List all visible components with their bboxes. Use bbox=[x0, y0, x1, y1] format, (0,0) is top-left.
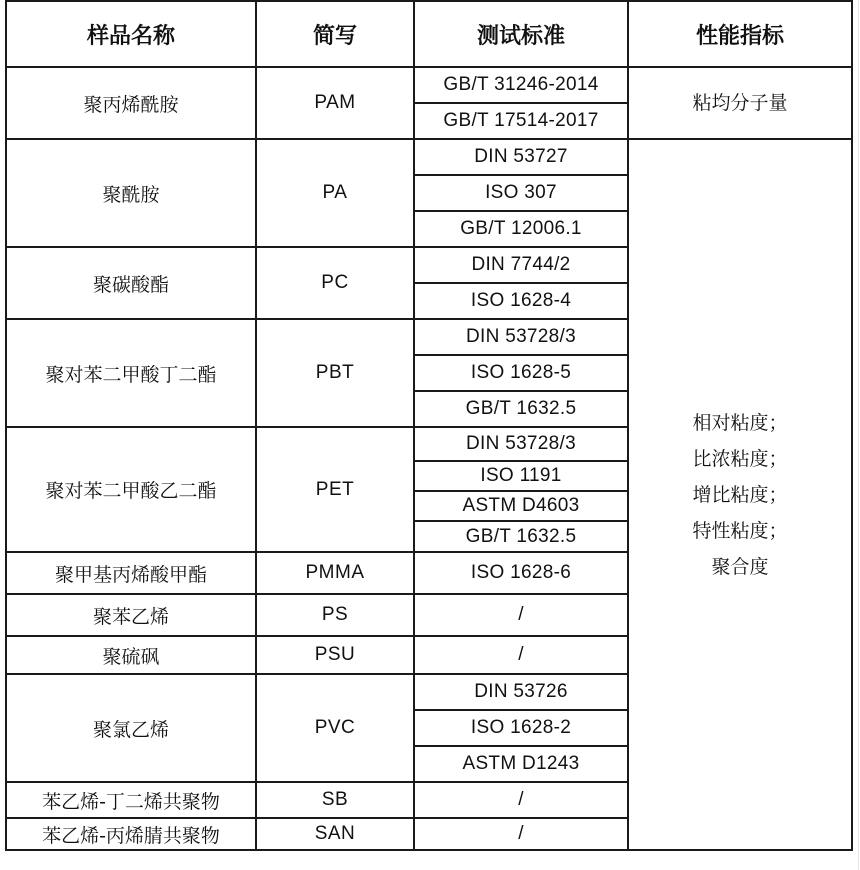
abbreviation-cell: PMMA bbox=[256, 552, 414, 594]
standard-cell: ISO 1628-2 bbox=[414, 710, 628, 746]
performance-line: 特性粘度； bbox=[692, 519, 788, 542]
standard-cell: ISO 1628-6 bbox=[414, 552, 628, 594]
polymer-viscosity-table bbox=[5, 0, 853, 851]
standard-cell: ISO 1628-4 bbox=[414, 283, 628, 319]
sample-name-cell: 聚氯乙烯 bbox=[6, 674, 256, 782]
header-performance-index: 性能指标 bbox=[628, 1, 852, 67]
standard-cell: ISO 1628-5 bbox=[414, 355, 628, 391]
standard-cell: ISO 1191 bbox=[414, 461, 628, 491]
abbreviation-cell: PET bbox=[256, 427, 414, 552]
performance-cell: 粘均分子量 bbox=[628, 67, 852, 139]
performance-line: 比浓粘度； bbox=[692, 447, 788, 470]
abbreviation-cell: PVC bbox=[256, 674, 414, 782]
abbreviation-cell: PS bbox=[256, 594, 414, 636]
sample-name-cell: 聚碳酸酯 bbox=[6, 247, 256, 319]
standard-cell: ISO 307 bbox=[414, 175, 628, 211]
standard-cell: GB/T 1632.5 bbox=[414, 521, 628, 552]
standard-cell: GB/T 17514-2017 bbox=[414, 103, 628, 139]
sample-name-cell: 聚苯乙烯 bbox=[6, 594, 256, 636]
abbreviation-cell: PAM bbox=[256, 67, 414, 139]
standard-cell: GB/T 31246-2014 bbox=[414, 67, 628, 103]
abbreviation-cell: SB bbox=[256, 782, 414, 818]
header-row bbox=[6, 1, 852, 67]
sample-name-cell: 聚对苯二甲酸丁二酯 bbox=[6, 319, 256, 427]
header-sample-name: 样品名称 bbox=[6, 1, 256, 67]
abbreviation-cell: SAN bbox=[256, 818, 414, 850]
table-row bbox=[6, 139, 852, 175]
header-test-standard: 测试标准 bbox=[414, 1, 628, 67]
standard-cell: / bbox=[414, 782, 628, 818]
standard-cell: ASTM D1243 bbox=[414, 746, 628, 782]
standard-cell: / bbox=[414, 594, 628, 636]
standard-cell: DIN 53728/3 bbox=[414, 427, 628, 461]
standard-cell: DIN 53726 bbox=[414, 674, 628, 710]
sheet-gridline bbox=[858, 0, 859, 870]
sample-name-cell: 苯乙烯-丙烯腈共聚物 bbox=[6, 818, 256, 850]
sample-name-cell: 聚硫砜 bbox=[6, 636, 256, 674]
performance-line: 相对粘度； bbox=[692, 411, 788, 434]
standard-cell: / bbox=[414, 636, 628, 674]
abbreviation-cell: PA bbox=[256, 139, 414, 247]
sample-name-cell: 聚丙烯酰胺 bbox=[6, 67, 256, 139]
table-row bbox=[6, 67, 852, 103]
sample-name-cell: 聚对苯二甲酸乙二酯 bbox=[6, 427, 256, 552]
standard-cell: GB/T 1632.5 bbox=[414, 391, 628, 427]
standard-cell: DIN 53728/3 bbox=[414, 319, 628, 355]
sample-name-cell: 苯乙烯-丁二烯共聚物 bbox=[6, 782, 256, 818]
spreadsheet bbox=[5, 0, 857, 862]
shared-performance-cell bbox=[628, 139, 852, 850]
abbreviation-cell: PSU bbox=[256, 636, 414, 674]
header-abbreviation: 简写 bbox=[256, 1, 414, 67]
performance-line: 增比粘度； bbox=[692, 483, 788, 506]
abbreviation-cell: PBT bbox=[256, 319, 414, 427]
standard-cell: ASTM D4603 bbox=[414, 491, 628, 521]
sample-name-cell: 聚酰胺 bbox=[6, 139, 256, 247]
abbreviation-cell: PC bbox=[256, 247, 414, 319]
standard-cell: / bbox=[414, 818, 628, 850]
standard-cell: DIN 53727 bbox=[414, 139, 628, 175]
standard-cell: DIN 7744/2 bbox=[414, 247, 628, 283]
standard-cell: GB/T 12006.1 bbox=[414, 211, 628, 247]
sample-name-cell: 聚甲基丙烯酸甲酯 bbox=[6, 552, 256, 594]
performance-line: 聚合度 bbox=[711, 555, 769, 578]
